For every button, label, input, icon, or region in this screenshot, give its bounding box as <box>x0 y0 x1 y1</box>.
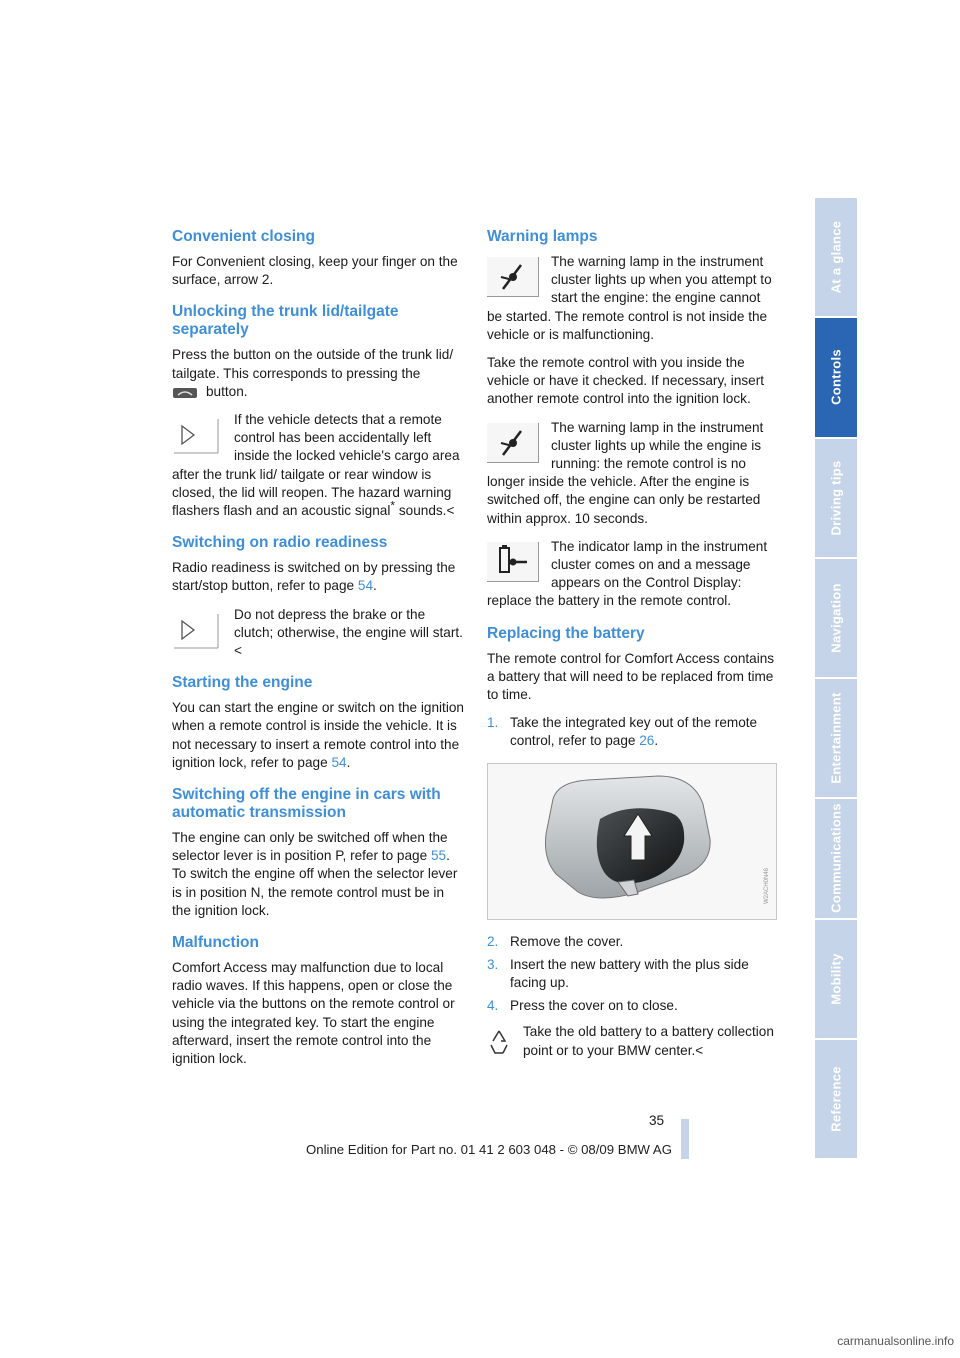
warning-lamp-2 <box>487 419 779 528</box>
step-text: Press the cover on to close. <box>510 998 678 1014</box>
warning-lamp-2-text: The warning lamp in the instrument cluster lights up while the engine is running: the remote control is no longer inside the vehicle. After the engine is switched off, the engine can only be restarted within approx. 10 seconds. <box>487 419 764 526</box>
tab-entertainment[interactable] <box>815 679 857 799</box>
heading-switchoff: Switching off the engine in cars with automatic transmission <box>172 786 441 822</box>
end-mark: < <box>234 643 242 659</box>
step-number: 4. <box>487 998 499 1014</box>
tab-label: Entertainment <box>828 692 844 784</box>
malfunction-text: Comfort Access may malfunction due to local radio waves. If this happens, open or close the vehicle via the buttons on the remote control or using the integrated key. To start the engine afterward, insert the remote control into the ignition lock. <box>172 960 455 1067</box>
page-link-54[interactable]: 54 <box>357 578 374 594</box>
tab-navigation[interactable] <box>815 559 857 679</box>
warning-lamp-1-text: The warning lamp in the instrument cluster lights up when you attempt to start the engine: the engine cannot be started. The remote control is not inside the vehicle or is malfunctioning. <box>487 254 772 342</box>
radio-note-text: Do not depress the brake or the clutch; otherwise, the engine will start. <box>234 606 463 640</box>
tab-controls[interactable] <box>815 318 857 438</box>
heading-convenient-closing: Convenient closing <box>172 228 315 245</box>
tab-label: Mobility <box>828 952 844 1005</box>
heading-starting: Starting the engine <box>172 674 313 692</box>
heading-battery: Replacing the battery <box>487 624 645 642</box>
key-warning-icon <box>487 423 539 463</box>
step-text-end: . <box>654 733 659 749</box>
step-text: Remove the cover. <box>510 933 624 949</box>
right-column <box>487 228 779 1075</box>
tab-label: Navigation <box>828 583 844 653</box>
radio-text-body: Radio readiness is switched on by pressing the start/stop button, refer to page <box>172 560 456 594</box>
tab-communications[interactable] <box>815 799 857 919</box>
trunk-text-end: button. <box>206 383 248 399</box>
step-text: Take the integrated key out of the remote control, refer to page <box>510 715 758 749</box>
tab-label: Reference <box>828 1066 844 1132</box>
battery-text: The remote control for Comfort Access contains a battery that will need to be replaced from time to time. <box>487 650 775 703</box>
step-1 <box>487 714 779 750</box>
warning-lamp-3 <box>487 538 779 611</box>
section-radio <box>172 534 464 660</box>
remote-control-image <box>487 763 777 920</box>
trunk-note <box>172 411 464 520</box>
step-4 <box>487 997 779 1015</box>
page-number: 35 <box>649 1113 665 1128</box>
section-trunk <box>172 303 464 520</box>
radio-text-end: . <box>373 578 377 594</box>
left-column <box>172 228 464 1082</box>
step-3 <box>487 956 779 992</box>
recycle-note-text: Take the old battery to a battery collection point or to your BMW center. <box>523 1024 774 1058</box>
radio-note <box>172 606 464 661</box>
switchoff-text-body: The engine can only be switched off when the selector lever is in position P, refer to page <box>172 830 448 864</box>
tab-label: Communications <box>828 803 844 914</box>
chapter-tabs <box>815 198 857 1160</box>
battery-steps-continued <box>487 933 779 1016</box>
image-code: W2ACH0N46 <box>764 867 770 904</box>
switchoff-text-end: . To switch the engine off when the selector lever is in position N, the remote control must be in the ignition lock. <box>172 848 458 918</box>
tab-at-a-glance[interactable] <box>815 198 857 318</box>
section-battery <box>487 625 779 1062</box>
warning-text: Take the remote control with you inside the vehicle or have it checked. If necessary, insert another remote control into the ignition lock. <box>487 355 765 407</box>
tab-label: At a glance <box>828 220 844 294</box>
end-mark: < <box>446 503 455 519</box>
end-mark: < <box>695 1042 704 1058</box>
section-malfunction <box>172 934 464 1068</box>
trunk-note-text: If the vehicle detects that a remote control has been accidentally left inside the locked vehicle's cargo area after the trunk lid/ tailgate or rear window is closed, the lid will reopen. The hazard warning flashers flash and an acoustic signal <box>172 412 460 519</box>
tab-label: Controls <box>828 349 844 406</box>
heading-malfunction: Malfunction <box>172 934 259 952</box>
warning-lamp-3-text: The indicator lamp in the instrument cluster comes on and a message appears on the Control Display: replace the battery in the remote control. <box>487 538 768 609</box>
switchoff-text <box>172 829 464 920</box>
section-switchoff <box>172 786 464 920</box>
page-link-26[interactable]: 26 <box>639 733 655 749</box>
note-arrow-icon <box>172 610 222 650</box>
watermark: carmanualsonline.info <box>837 1334 954 1348</box>
trunk-note-end: sounds. <box>395 503 447 519</box>
step-number: 1. <box>487 715 499 731</box>
key-warning-icon <box>487 257 539 297</box>
step-text: Insert the new battery with the plus side facing up. <box>510 956 749 991</box>
step-number: 3. <box>487 956 499 972</box>
section-warning-lamps <box>487 228 779 611</box>
tab-label: Driving tips <box>828 460 844 536</box>
section-convenient-closing <box>172 228 464 289</box>
radio-text <box>172 559 464 595</box>
note-arrow-icon <box>172 415 222 455</box>
tab-mobility[interactable] <box>815 920 857 1040</box>
heading-radio: Switching on radio readiness <box>172 534 388 552</box>
starting-text-end: . <box>346 754 351 770</box>
optional-star: * <box>390 498 396 513</box>
warning-lamp-1 <box>487 253 779 344</box>
battery-key-icon <box>487 542 539 582</box>
convenient-closing-text: For Convenient closing, keep your finger on the surface, arrow 2. <box>172 254 458 288</box>
step-number: 2. <box>487 933 499 949</box>
footer-text: Online Edition for Part no. 01 41 2 603 048 - © 08/09 BMW AG <box>306 1142 672 1157</box>
trunk-text <box>172 346 464 401</box>
trunk-button-icon <box>172 386 198 398</box>
battery-steps <box>487 714 779 750</box>
page-link-54[interactable]: 54 <box>331 754 347 770</box>
starting-text <box>172 699 464 772</box>
heading-trunk: Unlocking the trunk lid/tailgate separately <box>172 303 399 339</box>
trunk-text-1: Press the button on the outside of the trunk lid/ tailgate. This corresponds to pressing the <box>172 347 454 381</box>
tab-driving-tips[interactable] <box>815 439 857 559</box>
starting-text-body: You can start the engine or switch on the ignition when a remote control is inside the vehicle. It is not necessary to insert a remote control into the ignition lock, refer to page <box>172 700 464 770</box>
recycle-icon <box>487 1027 511 1059</box>
section-starting <box>172 674 464 772</box>
step-2 <box>487 933 779 951</box>
page-link-55[interactable]: 55 <box>430 848 447 864</box>
recycle-note <box>487 1023 779 1061</box>
heading-warning-lamps: Warning lamps <box>487 228 598 245</box>
